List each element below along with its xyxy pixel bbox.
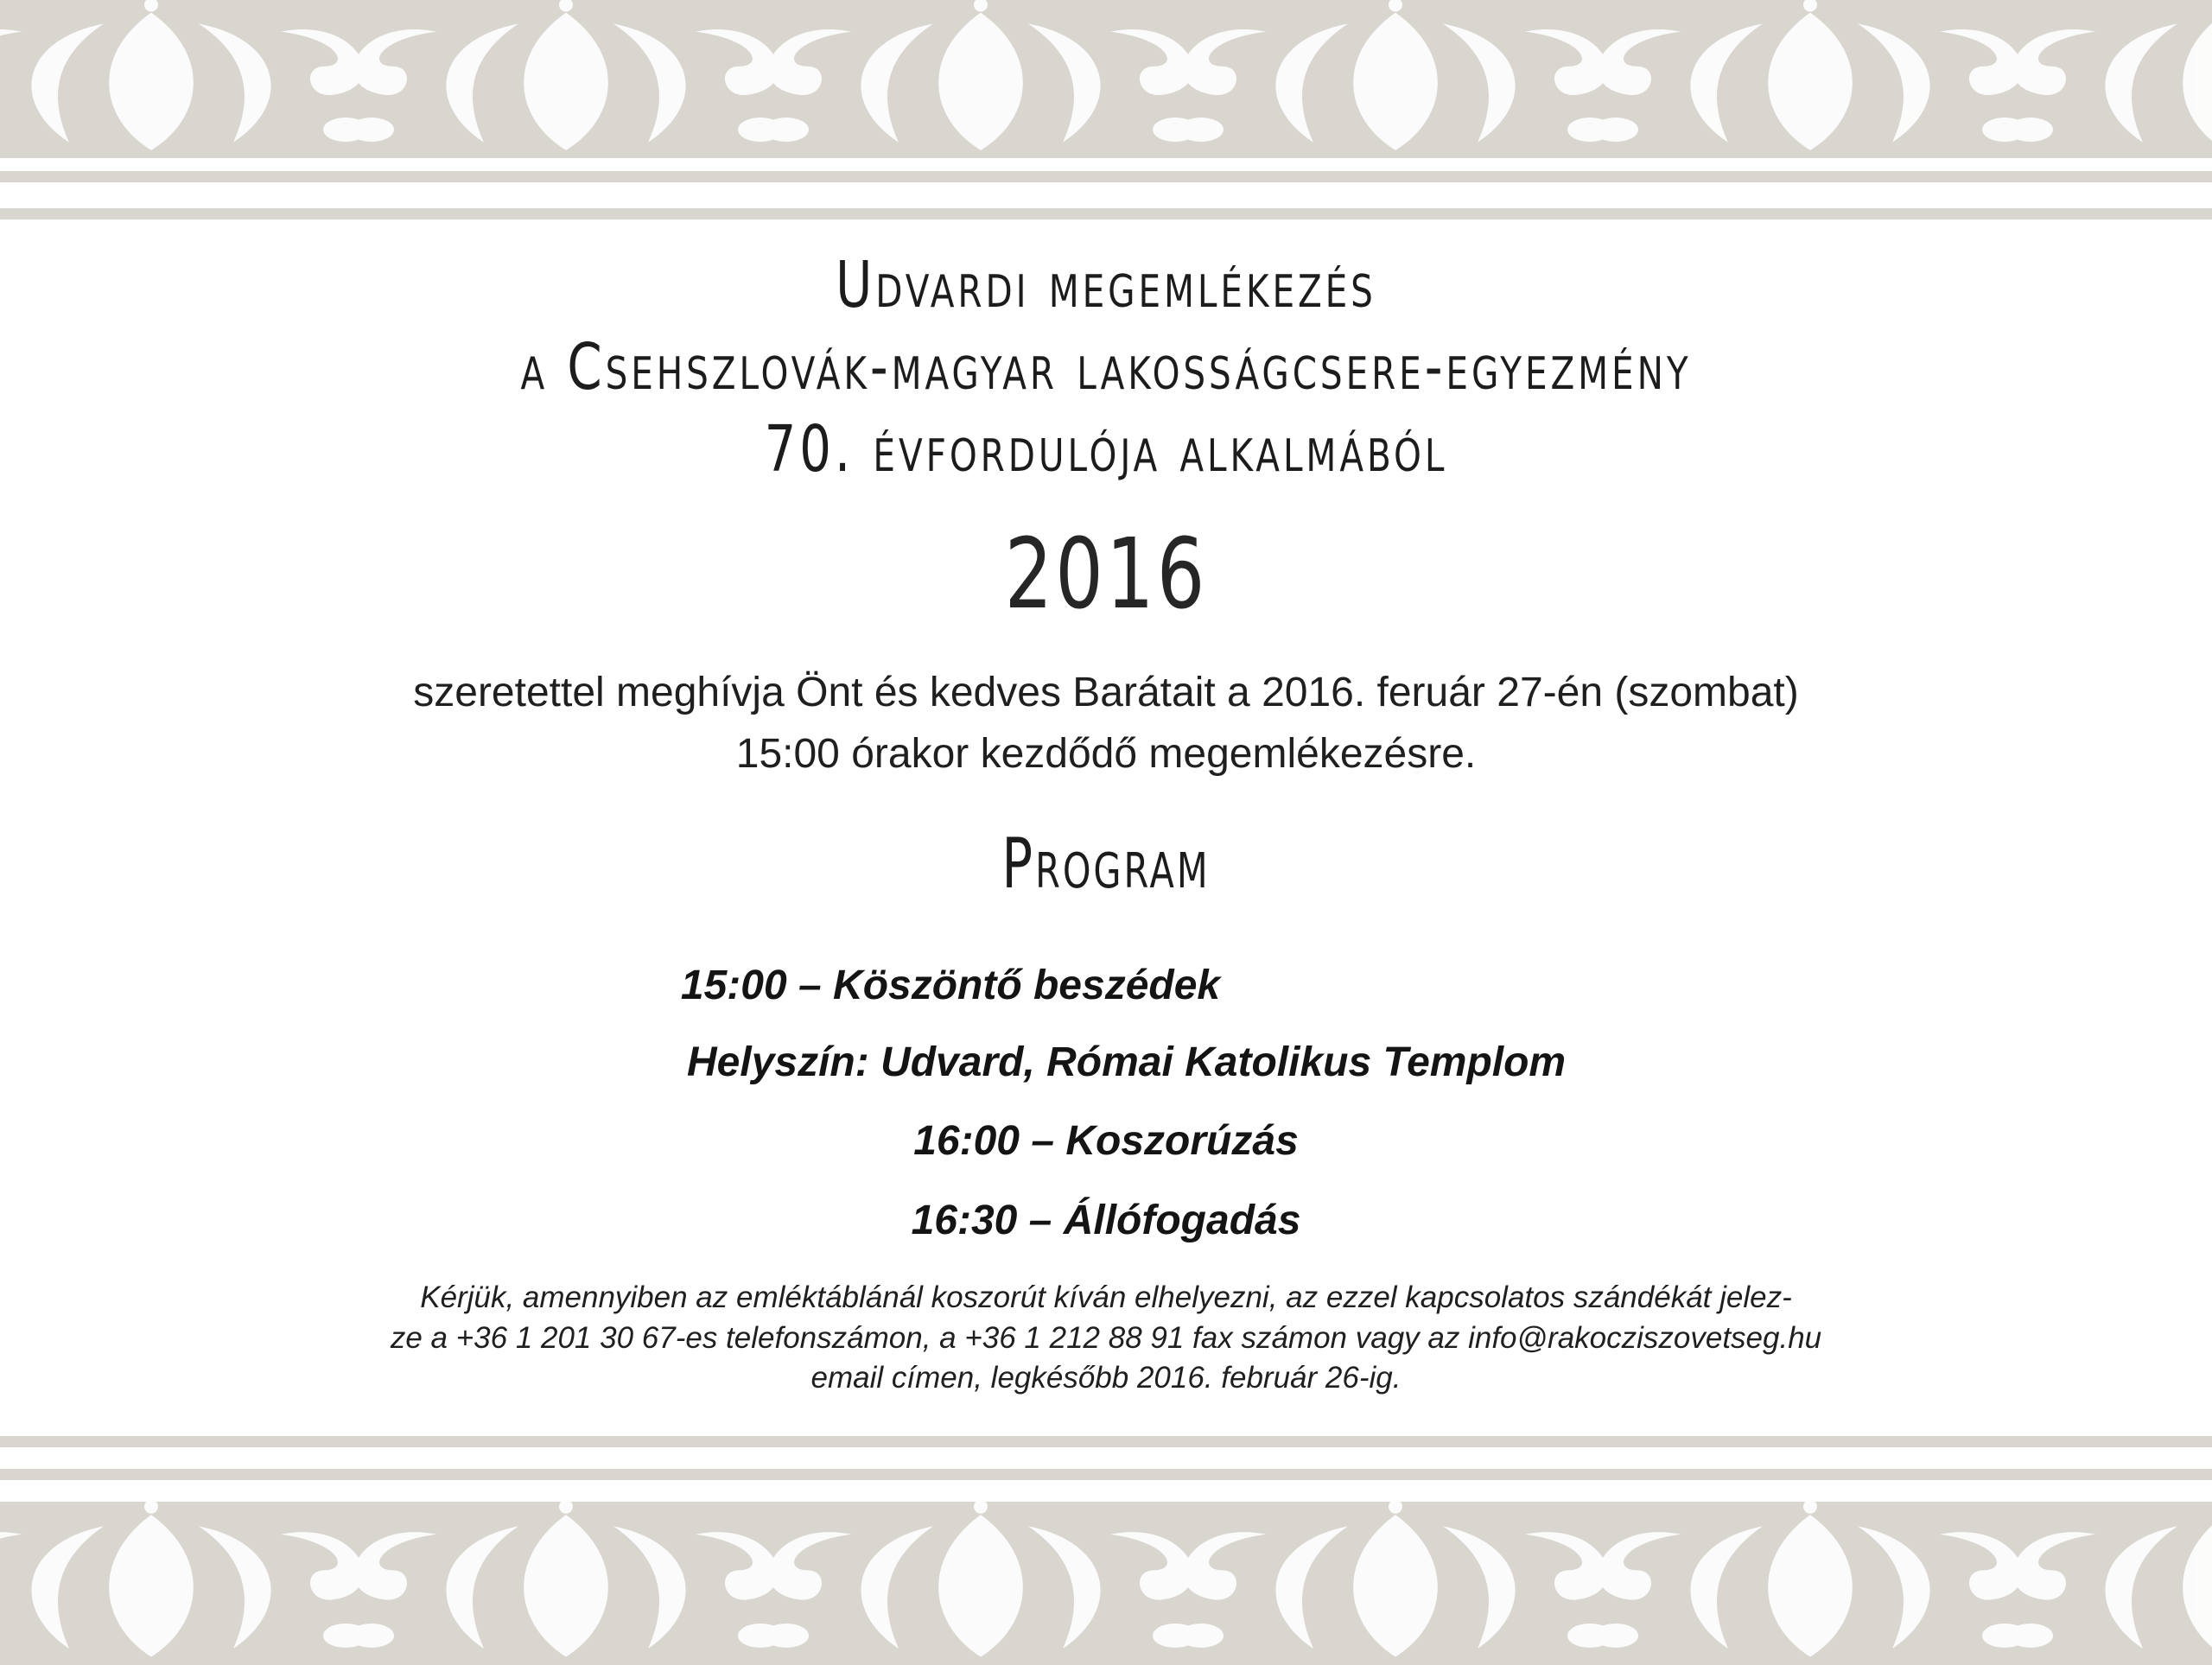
bottom-divider-stripe: [0, 1469, 2212, 1480]
title-line-3: 70. évfordulója alkalmából: [764, 412, 1448, 486]
title-line-1: Udvardi megemlékezés: [836, 248, 1376, 322]
top-ornament-band: [0, 0, 2212, 158]
program-item: Helyszín: Udvard, Római Katolikus Templom: [687, 1039, 1567, 1085]
title-line-2: a Csehszlovák-magyar lakosságcsere-egyezmény: [520, 330, 1692, 404]
program-item: 16:30 – Állófogadás: [911, 1198, 1301, 1243]
invitation-line-1: szeretettel meghívja Önt és kedves Barátait a 2016. feruár 27-én (szombat): [413, 670, 1799, 715]
event-year: 2016: [1004, 518, 1208, 631]
note-line-2: ze a +36 1 201 30 67-es telefonszámon, a +36 1 212 88 91 fax számon vagy az info@rakocziszovetseg.hu: [390, 1321, 1822, 1355]
bottom-ornament-band: [0, 1502, 2212, 1665]
top-divider-stripe: [0, 208, 2212, 219]
floral-flourish-icon: [0, 0, 2212, 158]
program-item: 16:00 – Koszorúzás: [913, 1118, 1299, 1164]
program-item: 15:00 – Köszöntő beszédek: [680, 963, 1221, 1008]
floral-flourish-icon: [0, 1502, 2212, 1665]
note-line-1: Kérjük, amennyiben az emléktáblánál koszorút kíván elhelyezni, az ezzel kapcsolatos szándékát jelez-: [420, 1281, 1792, 1314]
bottom-divider-stripe: [0, 1436, 2212, 1447]
invitation-line-2: 15:00 órakor kezdődő megemlékezésre.: [735, 731, 1477, 777]
program-heading: Program: [1001, 823, 1211, 904]
note-line-3: email címen, legkésőbb 2016. február 26-ig.: [810, 1361, 1402, 1395]
top-divider-stripe: [0, 171, 2212, 182]
